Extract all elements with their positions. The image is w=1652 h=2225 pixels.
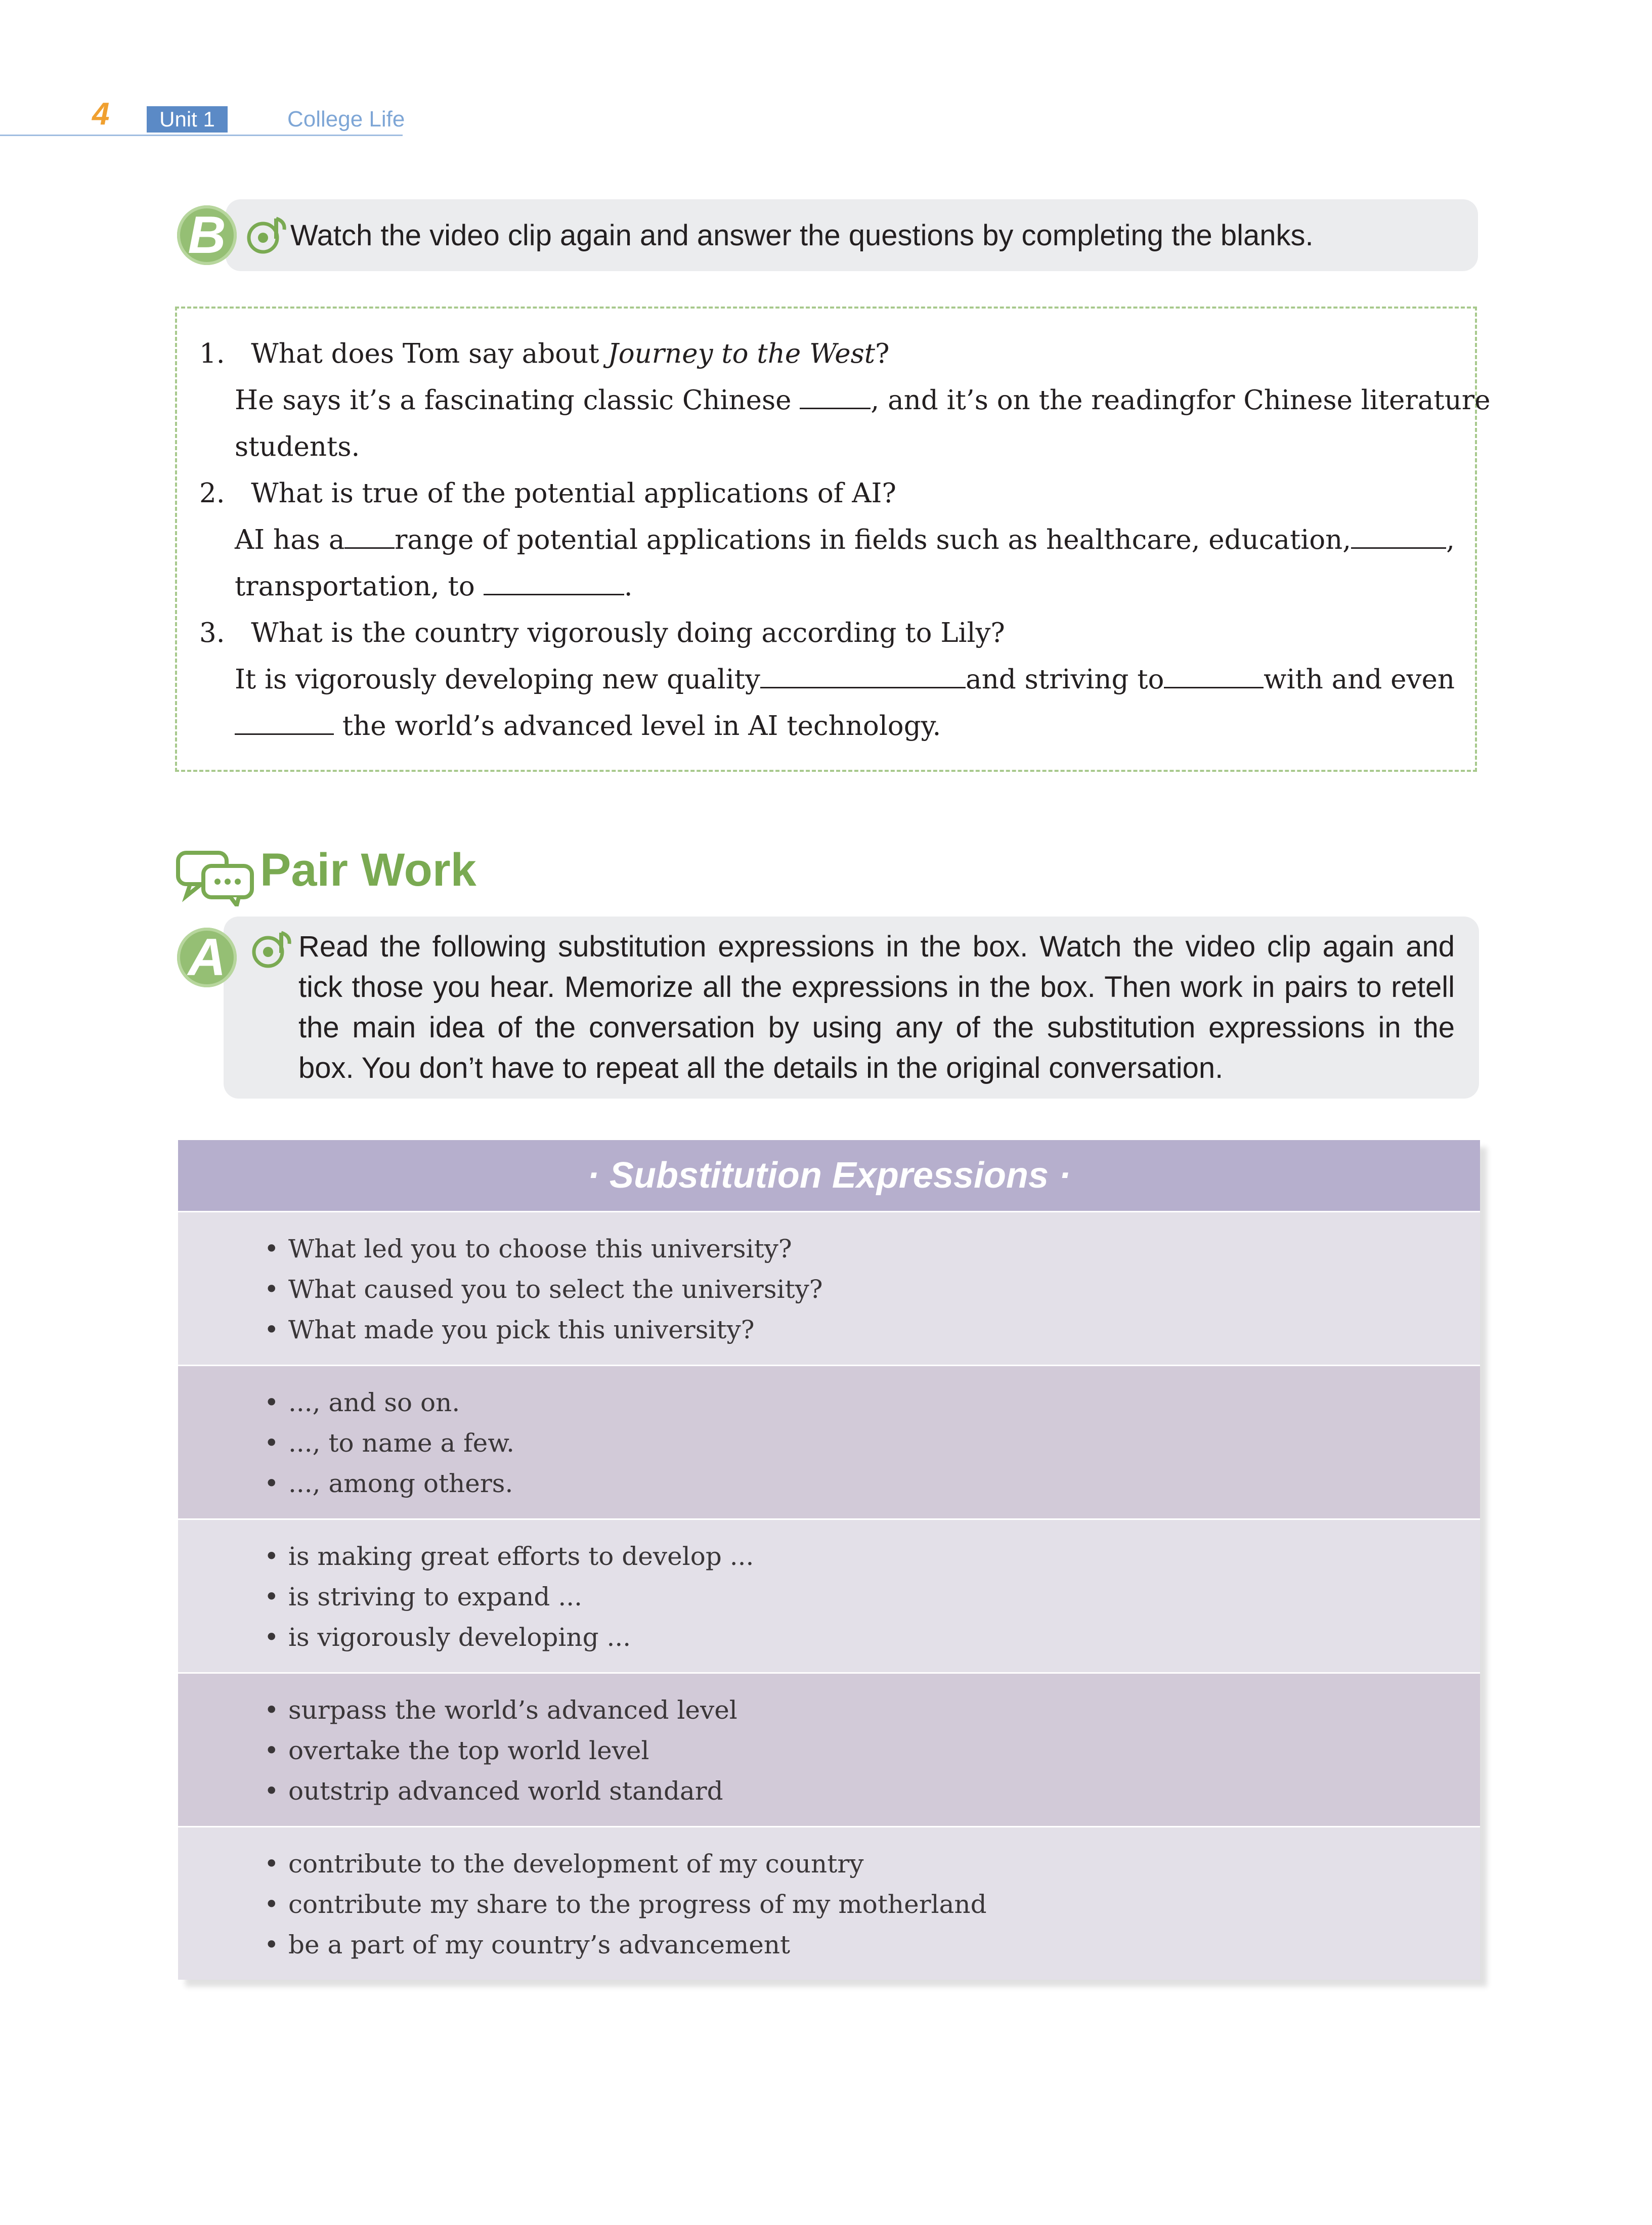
instruction-line: box. You don’t have to repeat all the details in the original conversation. (298, 1052, 1224, 1084)
expression-item: • is making great efforts to develop ... (264, 1542, 754, 1571)
pair-work-title: Pair Work (260, 844, 476, 896)
question-prompt: What does Tom say about (251, 338, 608, 369)
question-prompt: What is true of the potential applications of AI? (251, 478, 896, 509)
substitution-title: · Substitution Expressions · (178, 1140, 1480, 1211)
unit-label: Unit 1 (147, 106, 228, 133)
expression-group (178, 1826, 1480, 1980)
instruction-line: tick those you hear. Memorize all the expressions in the box. Then work in pairs to retell (298, 971, 1455, 1004)
answer-line: It is vigorously developing new quality and striving to with and even (235, 657, 1455, 703)
instruction-line: the main idea of the conversation by using any of the substitution expressions in the (298, 1011, 1455, 1044)
answer-blank[interactable] (1164, 657, 1264, 688)
instruction-line: Read the following substitution expressions in the box. Watch the video clip again and (298, 930, 1455, 963)
answer-blank[interactable] (1351, 517, 1446, 549)
section-b-instruction: Watch the video clip again and answer the questions by completing the blanks. (290, 219, 1314, 252)
answer-line: the world’s advanced level in AI technology. (235, 703, 941, 750)
expression-item: • What made you pick this university? (264, 1315, 755, 1344)
question-number: 1. (199, 338, 225, 369)
expression-item: • is striving to expand ... (264, 1582, 583, 1611)
question-1: 1. What does Tom say about Journey to the West? (199, 338, 890, 369)
answer-line: students. (235, 431, 360, 462)
expression-item: • overtake the top world level (264, 1736, 649, 1765)
question-number: 2. (199, 478, 225, 509)
question-prompt: What is the country vigorously doing according to Lily? (251, 618, 1005, 648)
expression-group (178, 1211, 1480, 1365)
expression-item: • contribute my share to the progress of my motherland (264, 1890, 987, 1919)
expression-item: • surpass the world’s advanced level (264, 1695, 737, 1725)
answer-line: transportation, to . (235, 563, 633, 610)
unit-title: College Life (287, 107, 405, 132)
answer-blank[interactable] (800, 377, 871, 409)
expression-group (178, 1365, 1480, 1518)
header-rule (0, 135, 403, 136)
answer-blank[interactable] (235, 703, 334, 735)
answer-blank[interactable] (484, 563, 624, 595)
substitution-expressions-box (178, 1140, 1480, 1980)
section-b-badge: B (177, 205, 237, 265)
pair-work-instruction (298, 927, 1455, 1088)
book-title: Journey to the West (607, 338, 876, 369)
expression-item: • contribute to the development of my country (264, 1849, 864, 1879)
video-clip-icon (245, 214, 287, 257)
expression-item: • What caused you to select the university? (264, 1275, 823, 1304)
expression-group (178, 1672, 1480, 1826)
expression-item: • is vigorously developing ... (264, 1623, 631, 1652)
expression-item: • ..., among others. (264, 1469, 513, 1498)
expression-item: • ..., and so on. (264, 1388, 460, 1417)
speech-bubbles-icon (175, 850, 256, 906)
answer-blank[interactable] (760, 657, 966, 688)
expression-item: • ..., to name a few. (264, 1428, 515, 1458)
answer-blank[interactable] (344, 517, 395, 549)
question-3 (199, 610, 1005, 657)
answer-line: AI has a range of potential applications in fields such as healthcare, education, , (235, 517, 1455, 563)
question-2 (199, 470, 896, 517)
video-clip-icon (250, 929, 292, 971)
page-number: 4 (92, 97, 110, 132)
expression-group (178, 1518, 1480, 1672)
answer-line: He says it’s a fascinating classic Chinese , and it’s on the reading for Chinese literature (235, 377, 1455, 424)
section-a-badge: A (177, 928, 237, 987)
question-number: 3. (199, 618, 225, 648)
expression-item: • What led you to choose this university? (264, 1234, 792, 1263)
expression-item: • be a part of my country’s advancement (264, 1930, 791, 1959)
expression-item: • outstrip advanced world standard (264, 1776, 723, 1806)
